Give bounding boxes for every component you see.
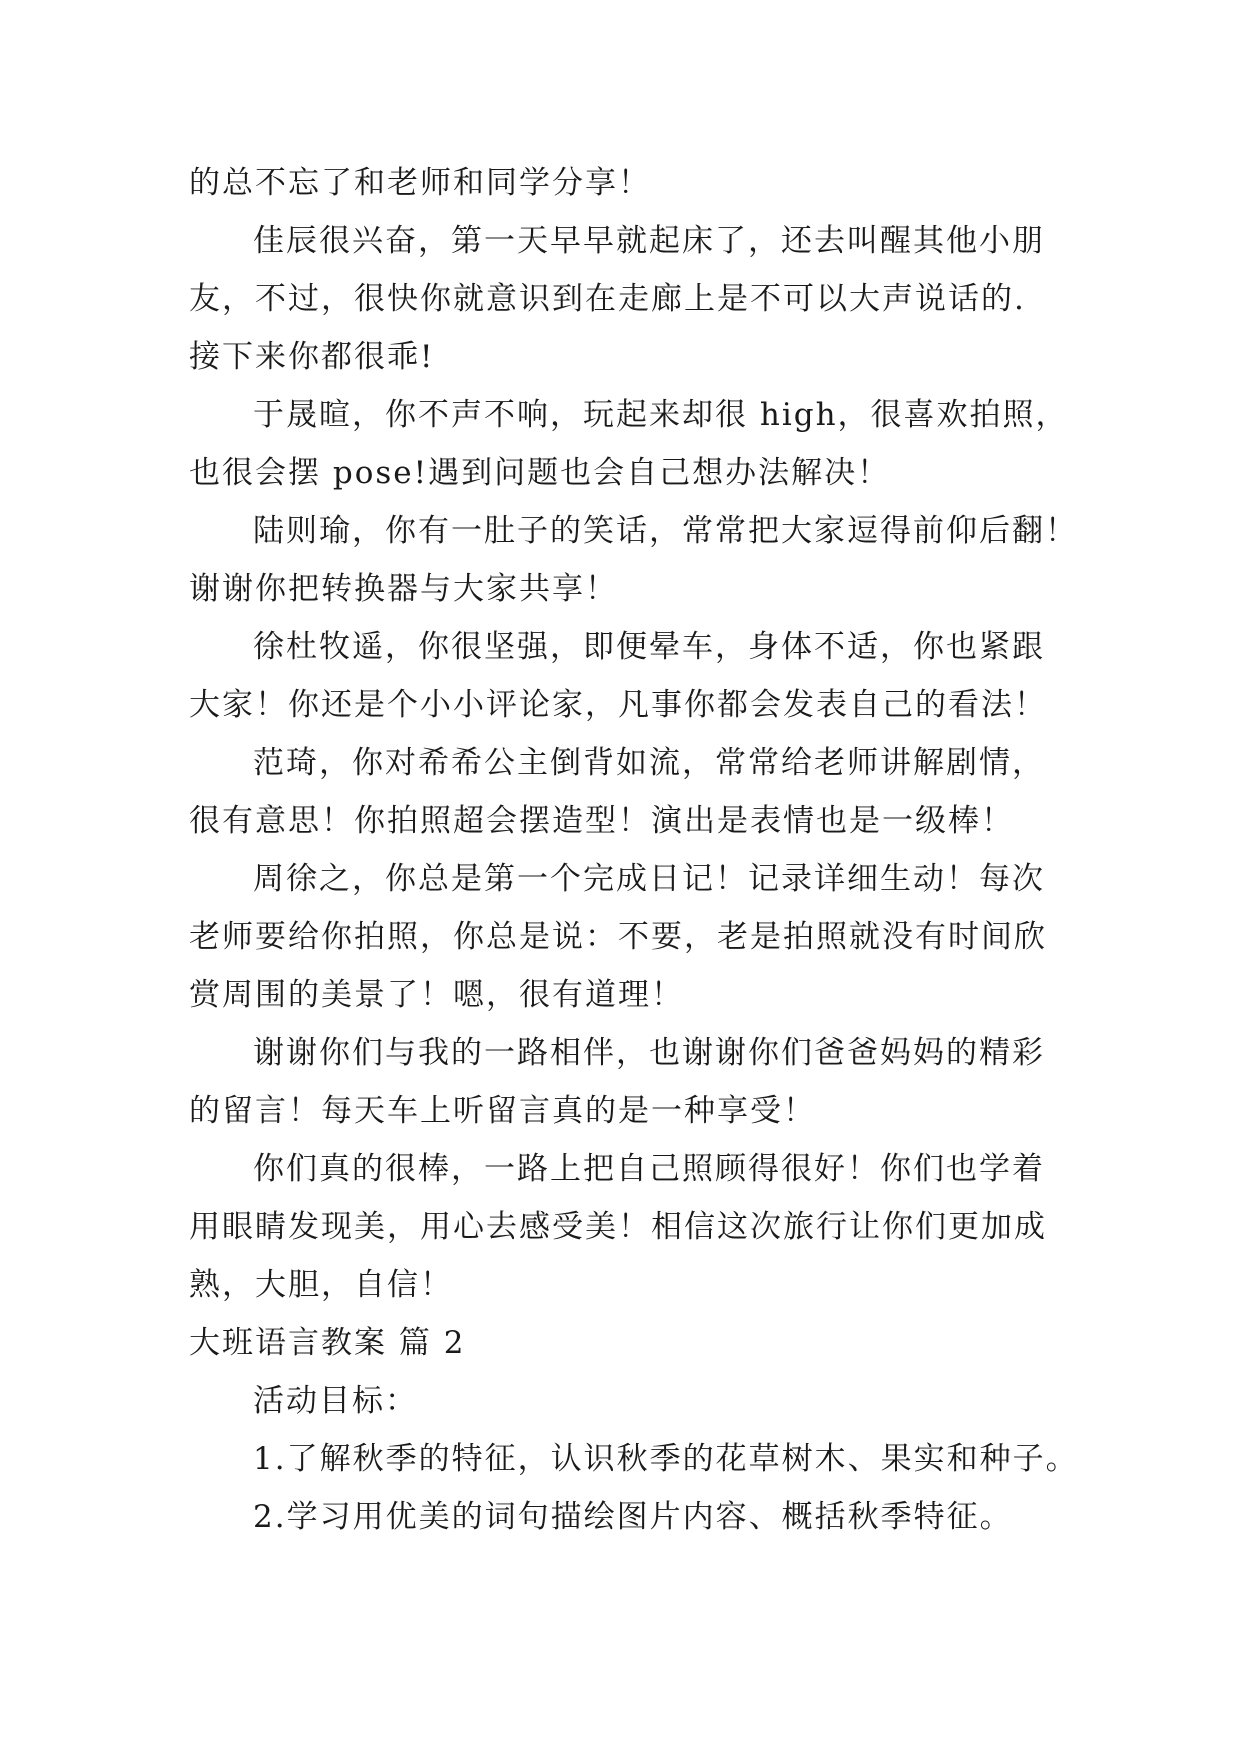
text-line: 用眼睛发现美，用心去感受美！相信这次旅行让你们更加成: [189, 1209, 1047, 1245]
text-line: 的总不忘了和老师和同学分享！: [189, 165, 651, 201]
text-line: 友，不过，很快你就意识到在走廊上是不可以大声说话的.: [189, 281, 1026, 317]
paragraph-start-line: 范琦，你对希希公主倒背如流，常常给老师讲解剧情，: [253, 745, 1045, 781]
list-item: 1.了解秋季的特征，认识秋季的花草树木、果实和种子。: [253, 1441, 1079, 1477]
paragraph-start-line: 佳辰很兴奋，第一天早早就起床了，还去叫醒其他小朋: [253, 223, 1045, 259]
text-line: 熟，大胆，自信！: [189, 1267, 453, 1303]
paragraph-start-line: 徐杜牧遥，你很坚强，即便晕车，身体不适，你也紧跟: [253, 629, 1045, 665]
text-line: 的留言！每天车上听留言真的是一种享受！: [189, 1093, 816, 1129]
text-line: 老师要给你拍照，你总是说：不要，老是拍照就没有时间欣: [189, 919, 1047, 955]
text-line: 赏周围的美景了！嗯，很有道理！: [189, 977, 684, 1013]
text-line: 谢谢你把转换器与大家共享！: [189, 571, 618, 607]
section-heading: 大班语言教案 篇 2: [189, 1325, 466, 1361]
text-line: 大家！你还是个小小评论家，凡事你都会发表自己的看法！: [189, 687, 1047, 723]
paragraph-start-line: 陆则瑜，你有一肚子的笑话，常常把大家逗得前仰后翻！: [253, 513, 1078, 549]
list-item: 2.学习用优美的词句描绘图片内容、概括秋季特征。: [253, 1499, 1013, 1535]
text-line: 很有意思！你拍照超会摆造型！演出是表情也是一级棒！: [189, 803, 1014, 839]
text-line: 接下来你都很乖!: [189, 339, 435, 375]
paragraph-start-line: 周徐之，你总是第一个完成日记！记录详细生动！每次: [253, 861, 1045, 897]
paragraph-start-line: 你们真的很棒，一路上把自己照顾得很好！你们也学着: [253, 1151, 1045, 1187]
paragraph-start-line: 于晟暄，你不声不响，玩起来却很 high，很喜欢拍照，: [253, 397, 1069, 433]
text-line: 也很会摆 pose!遇到问题也会自己想办法解决！: [189, 455, 891, 491]
subheading-line: 活动目标：: [253, 1383, 418, 1419]
paragraph-start-line: 谢谢你们与我的一路相伴，也谢谢你们爸爸妈妈的精彩: [253, 1035, 1045, 1071]
document-body: [189, 154, 1079, 1546]
